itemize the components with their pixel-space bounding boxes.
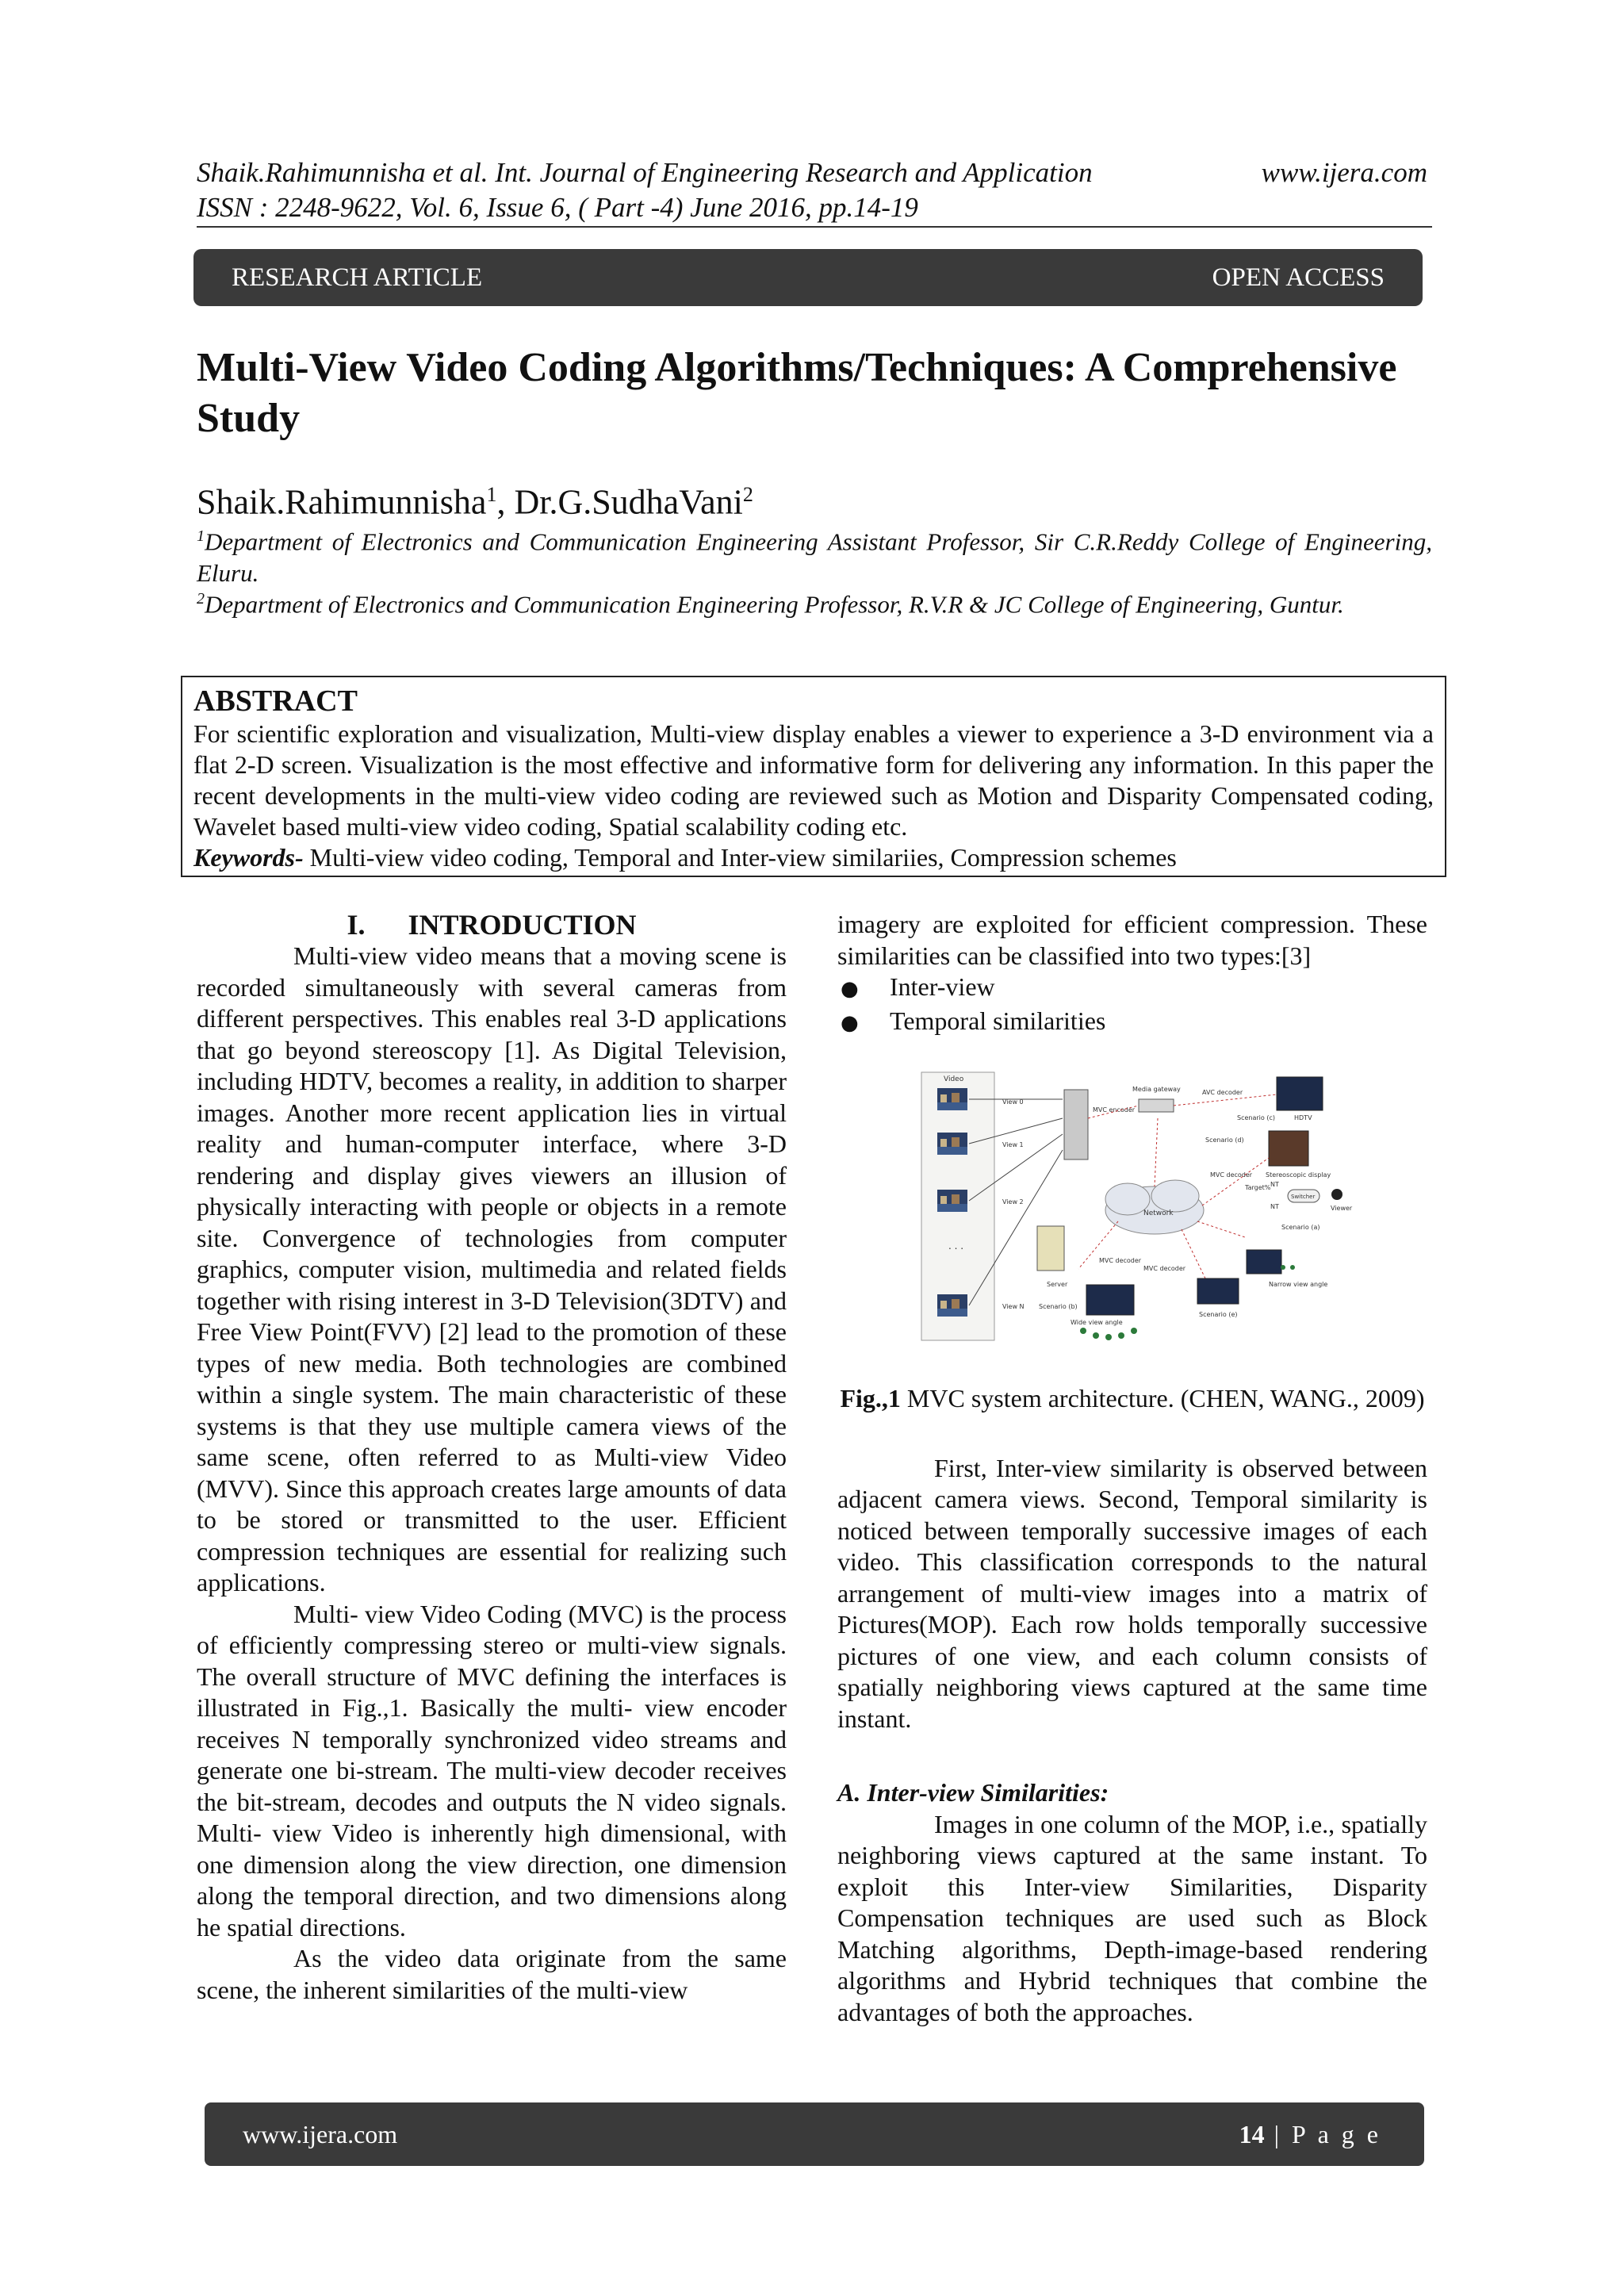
author-1-sup: 1 (486, 483, 497, 506)
scenario-e-label: Scenario (e) (1199, 1311, 1238, 1318)
video-frame-view-n (937, 1294, 967, 1317)
viewer-label: Viewer (1331, 1205, 1353, 1212)
affiliation-2-sup: 2 (197, 590, 205, 608)
figure-caption (837, 1383, 1427, 1415)
wide-angle-label: Wide view angle (1071, 1319, 1123, 1326)
footer-website: www.ijera.com (243, 2120, 398, 2148)
media-gateway-label: Media gateway (1132, 1086, 1181, 1093)
intro-paragraph-2: Multi- view Video Coding (MVC) is the process of efficiently compressing stereo or multi-view signals. The overall structure of MVC defining the interfaces is illustrated in Fig.,1. Basically the multi- view encoder receives N temporally synchronized video streams and generate one bi-stream. The multi-view decoder receives the bit-stream, decodes and outputs the N video signals. Multi- view Video is inherently high dimensional, with one dimension along the view direction, one dimension along the temporal direction, and two dimensions along he spatial directions. (197, 1599, 787, 1941)
video-frame-view-1 (937, 1133, 967, 1155)
right-column (837, 909, 1427, 2028)
affiliation-2 (197, 583, 1432, 620)
author-line (197, 473, 753, 525)
ellipsis-dots: . . . (948, 1240, 964, 1251)
mvc-architecture-figure (920, 1071, 1364, 1343)
video-label: Video (944, 1075, 964, 1083)
article-type-banner (193, 249, 1423, 306)
intro-paragraph-1: Multi-view video means that a moving scene is recorded simultaneously with several cameras from different perspectives. This enables real 3-D applications that go beyond stereoscopy [1]. As Digital Television, including HDTV, becomes a reality, in addition to sharper images. Another more recent application lies in virtual reality and human-computer interface, where 3-D rendering and display gives viewers an illusion of physically interacting with people or objects in a remote site. Convergence of technologies from computer graphics, computer vision, multimedia and related fields together with rising interest in 3-D Television(3DTV) and Free View Point(FVV) [2] lead to the promotion of these types of new media. Both technologies are combined within a single system. The main characteristic of these systems is that they use multiple camera views of the same scene, often referred to as Multi-view Video (MVV). Since this approach creates large amounts of data to be stored or transmitted to the user. Efficient compression techniques are essential for realizing such applications. (197, 941, 787, 1596)
figure-caption-label: Fig.,1 (840, 1384, 901, 1412)
affiliation-1-text: Department of Electronics and Communication Engineering Assistant Professor, Sir C.R.Reddy College of Engineering, Eluru. (197, 527, 1432, 588)
view-n-label: View N (1002, 1303, 1025, 1310)
abstract-box (181, 676, 1446, 877)
citation-line-1: Shaik.Rahimunnisha et al. Int. Journal of Engineering Research and Application (197, 157, 1093, 188)
keywords-line (193, 842, 1434, 873)
similarity-paragraph: First, Inter-view similarity is observed between adjacent camera views. Second, Temporal similarity is noticed between temporally successive images of each video. This classification corresponds to the natural arrangement of multi-view images into a matrix of Pictures(MOP). Each row holds temporally successive pictures of one view, and each column consists of spatially neighboring views captured at the same time instant. (837, 1453, 1427, 1733)
list-item (837, 1006, 1427, 1040)
mvc-diagram (920, 1071, 1364, 1343)
intro-paragraph-3: As the video data originate from the same scene, the inherent similarities of the multi-view (197, 1944, 787, 2004)
media-gateway-icon (1139, 1099, 1174, 1112)
viewer-icon (1331, 1189, 1342, 1200)
author-1: Shaik.Rahimunnisha (197, 482, 487, 522)
mvc-decoder-label-b: MVC decoder (1099, 1257, 1142, 1264)
inter-view-paragraph: Images in one column of the MOP, i.e., spatially neighboring views captured at the same instant. To exploit this Inter-view Similarities, Disparity Compensation techniques are used such as Block Matching algorithms, Depth-image-based rendering algorithms and Hybrid techniques that combine the advantages of both the approaches. (837, 1809, 1427, 2026)
mvc-encoder-icon (1064, 1090, 1088, 1159)
abstract-text: For scientific exploration and visualization, Multi-view display enables a viewer to experience a 3-D environment via a flat 2-D screen. Visualization is the most effective and informative form for delivering any information. In this paper the recent developments in the multi-view video coding are reviewed such as Motion and Disparity Compensated coding, Wavelet based multi-view video coding, Spatial scalability coding etc. (193, 719, 1434, 841)
mvc-encoder-text: MVC encoder (1093, 1106, 1136, 1114)
mvc-decoder-label-d: MVC decoder (1210, 1171, 1253, 1179)
server-icon (1037, 1226, 1064, 1271)
network-label: Network (1143, 1209, 1174, 1217)
citation-line-2: ISSN : 2248-9622, Vol. 6, Issue 6, ( Part -4) June 2016, pp.14-19 (197, 192, 918, 223)
scenario-b-label: Scenario (b) (1039, 1303, 1078, 1310)
stereoscopic-display-icon (1269, 1131, 1308, 1166)
list-item (837, 972, 1427, 1006)
monitor-scenario-e-icon (1197, 1278, 1239, 1304)
view-2-label: View 2 (1002, 1198, 1024, 1205)
page-label: | P a g e (1264, 2120, 1381, 2148)
nt-label-2: NT (1270, 1203, 1279, 1210)
intro-continuation: imagery are exploited for efficient compression. These similarities can be classified into two types:[3] (837, 910, 1427, 970)
bullet-text-1: Inter-view (890, 972, 995, 1001)
video-frame-view-2 (937, 1190, 967, 1212)
research-article-label: RESEARCH ARTICLE (232, 263, 483, 292)
narrow-angle-label: Narrow view angle (1269, 1281, 1328, 1288)
paper-title: Multi-View Video Coding Algorithms/Techniques: A Comprehensive Study (197, 345, 1397, 441)
running-header (197, 155, 1228, 225)
open-access-label: OPEN ACCESS (1212, 263, 1385, 292)
affiliation-1-sup: 1 (197, 527, 205, 545)
figure-caption-text: MVC system architecture. (CHEN, WANG., 2009) (900, 1384, 1425, 1412)
bullet-icon: ● (841, 977, 859, 1001)
nt-label-1: NT (1270, 1181, 1279, 1188)
video-frame-view-0 (937, 1088, 967, 1110)
author-2: Dr.G.SudhaVani (514, 482, 743, 522)
author-separator: , (496, 482, 515, 522)
target-label: Target% (1245, 1184, 1271, 1191)
stereoscopic-display-label: Stereoscopic display (1266, 1171, 1331, 1179)
scenario-c-label: Scenario (c) (1237, 1114, 1275, 1121)
bullet-text-2: Temporal similarities (890, 1006, 1106, 1035)
author-2-sup: 2 (742, 483, 753, 506)
hdtv-label: HDTV (1294, 1114, 1312, 1121)
hdtv-icon (1277, 1077, 1323, 1110)
affiliation-1 (197, 520, 1432, 589)
network-cloud-icon (1105, 1180, 1204, 1234)
switcher-label: Switcher (1291, 1194, 1316, 1200)
monitor-narrow-icon (1247, 1250, 1281, 1274)
inter-view-heading: A. Inter-view Similarities: (837, 1778, 1109, 1807)
view-1-label: View 1 (1002, 1141, 1024, 1148)
page-number-value: 14 (1239, 2120, 1265, 2148)
left-column (197, 909, 787, 2006)
header-rule (197, 226, 1432, 228)
mvc-decoder-label-e: MVC decoder (1143, 1265, 1186, 1272)
page-number (1239, 2102, 1381, 2166)
monitor-scenario-b-icon (1086, 1285, 1134, 1315)
introduction-heading: I. INTRODUCTION (347, 909, 637, 941)
mvc-encoder-label (1093, 1106, 1136, 1114)
scenario-d-label: Scenario (d) (1205, 1137, 1244, 1144)
page-footer (205, 2102, 1424, 2166)
view-0-label: View 0 (1002, 1098, 1024, 1106)
abstract-heading: ABSTRACT (193, 684, 358, 718)
server-label: Server (1047, 1281, 1068, 1288)
header-website: www.ijera.com (1261, 157, 1427, 188)
affiliation-2-text: Department of Electronics and Communication Engineering Professor, R.V.R & JC College of Engineering, Guntur. (205, 590, 1344, 619)
avc-decoder-label: AVC decoder (1202, 1089, 1243, 1096)
bullet-icon: ● (841, 1010, 859, 1035)
keywords-text: Multi-view video coding, Temporal and Inter-view similariies, Compression schemes (303, 843, 1177, 872)
scenario-a-label: Scenario (a) (1281, 1224, 1320, 1231)
keywords-label: Keywords- (193, 843, 304, 872)
